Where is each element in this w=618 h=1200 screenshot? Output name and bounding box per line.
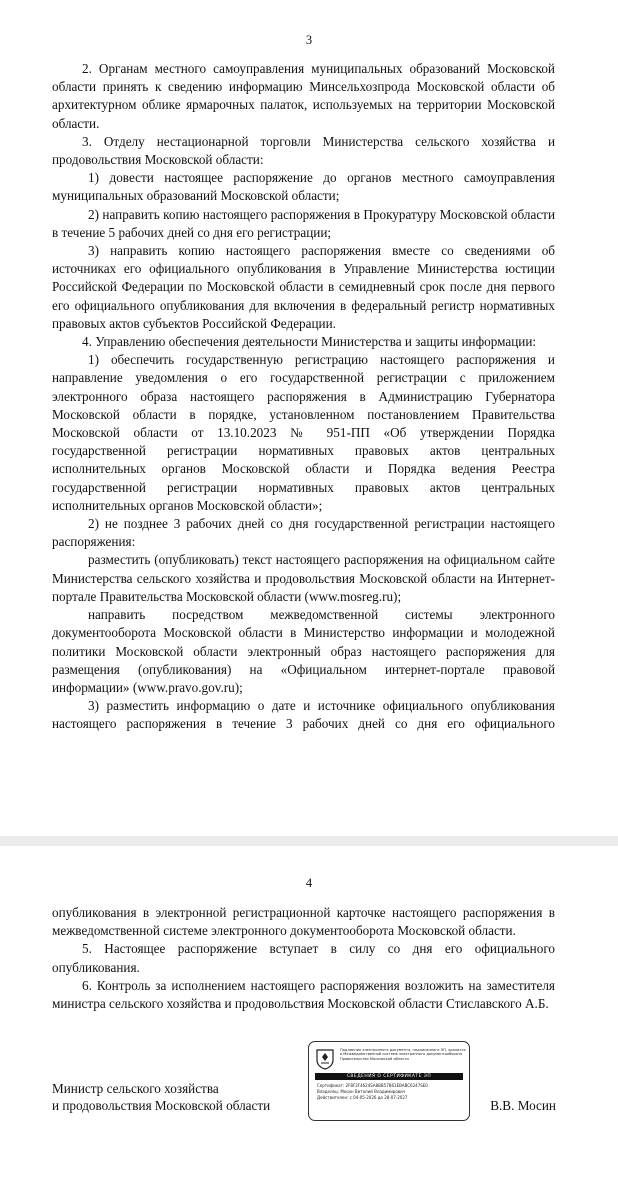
page-body: [52, 904, 555, 1013]
paragraph: 5. Настоящее распоряжение вступает в силу со дня его официального опубликования.: [52, 941, 555, 975]
signatory-name: В.В. Мосин: [490, 1098, 556, 1113]
paragraph: разместить (опубликовать) текст настоящего распоряжения на официальном сайте Министерства сельского хозяйства и продовольствия Московской области на Интернет-портале Правительства Московской области (www.mosreg.ru);: [52, 552, 555, 604]
stamp-header: СВЕДЕНИЯ О СЕРТИФИКАТЕ ЭП: [315, 1073, 463, 1080]
document-page-4: [0, 846, 618, 1200]
paragraph: 3) разместить информацию о дате и источнике официального опубликования настоящего распоряжения в течение 3 рабочих дней со дня его официального: [52, 698, 555, 732]
electronic-signature-stamp: [308, 1041, 470, 1121]
position-line: и продовольствия Московской области: [52, 1098, 271, 1113]
certificate-details: [317, 1083, 467, 1101]
paragraph: 3) направить копию настоящего распоряжения вместе со сведениями об источниках его официального опубликования в Управление Министерства юстиции Российской Федерации по Московской области в семидневный срок после дня первого его официального опубликования для включения в федеральный регистр нормативных правовых актов субъектов Российской Федерации.: [52, 243, 555, 331]
paragraph: 1) довести настоящее распоряжение до органов местного самоуправления муниципальных образований Московской области;: [52, 170, 555, 204]
page-number: 3: [305, 33, 313, 47]
certificate-validity: Действителен: с 04-05-2026 до 28-07-2027: [317, 1095, 408, 1100]
paragraph: направить посредством межведомственной системы электронного документооборота Московской области в Министерство информации и молодежной политики Московской области электронный образ настоящего распоряжения для размещения (опубликования) на «Официальном интернет-портале правовой информации» (www.pravo.gov.ru);: [52, 607, 555, 695]
paragraph: 3. Отделу нестационарной торговли Министерства сельского хозяйства и продовольствия Московской области:: [52, 133, 555, 168]
paragraph: 2) направить копию настоящего распоряжения в Прокуратуру Московской области в течение 5 рабочих дней со дня его регистрации;: [52, 206, 555, 240]
paragraph: 4. Управлению обеспечения деятельности Министерства и защиты информации:: [82, 334, 537, 350]
certificate-owner: Владелец: Мосин Виталий Владимирович: [317, 1089, 406, 1094]
coat-of-arms-icon: [315, 1048, 335, 1070]
page-body: [52, 60, 555, 734]
paragraph: 2) не позднее 3 рабочих дней со дня государственной регистрации настоящего распоряжения:: [52, 516, 555, 550]
certificate-number: Сертификат: 2F8F2F4624SA8BB57B61EBABC6247SE0: [317, 1083, 428, 1088]
paragraph: 6. Контроль за исполнением настоящего распоряжения возложить на заместителя министра сельского хозяйства и продовольствия Московской области Стиславского А.Б.: [52, 977, 555, 1012]
signatory-position: [52, 1080, 270, 1114]
paragraph: опубликования в электронной регистрационной карточке настоящего распоряжения в межведомственной системе электронного документооборота Московской области.: [52, 905, 555, 939]
page-number: 4: [305, 876, 313, 890]
paragraph: 2. Органам местного самоуправления муниципальных образований Московской области принять к сведению информацию Минсельхозпрода Московской области об архитектурном облике ярмарочных палаток, используемых на территории Московской области.: [52, 61, 555, 131]
position-line: Министр сельского хозяйства: [52, 1081, 219, 1096]
stamp-note: Подлинник электронного документа, подписанного ЭП, хранится в Межведомственной системе электронного документооборота Правительства Московской области: [340, 1048, 466, 1061]
paragraph: 1) обеспечить государственную регистрацию настоящего распоряжения и направление уведомления о его государственной регистрации с приложением электронного образа настоящего распоряжения в Администрацию Губернатора Московской области в порядке, установленном постановлением Правительства Московской области от 13.10.2023 № 951-ПП «Об утверждении Порядка государственной регистрации нормативных правовых актов центральных исполнительных органов Московской области и Порядка ведения Реестра государственной регистрации нормативных правовых актов центральных исполнительных органов Московской области»;: [52, 352, 555, 513]
